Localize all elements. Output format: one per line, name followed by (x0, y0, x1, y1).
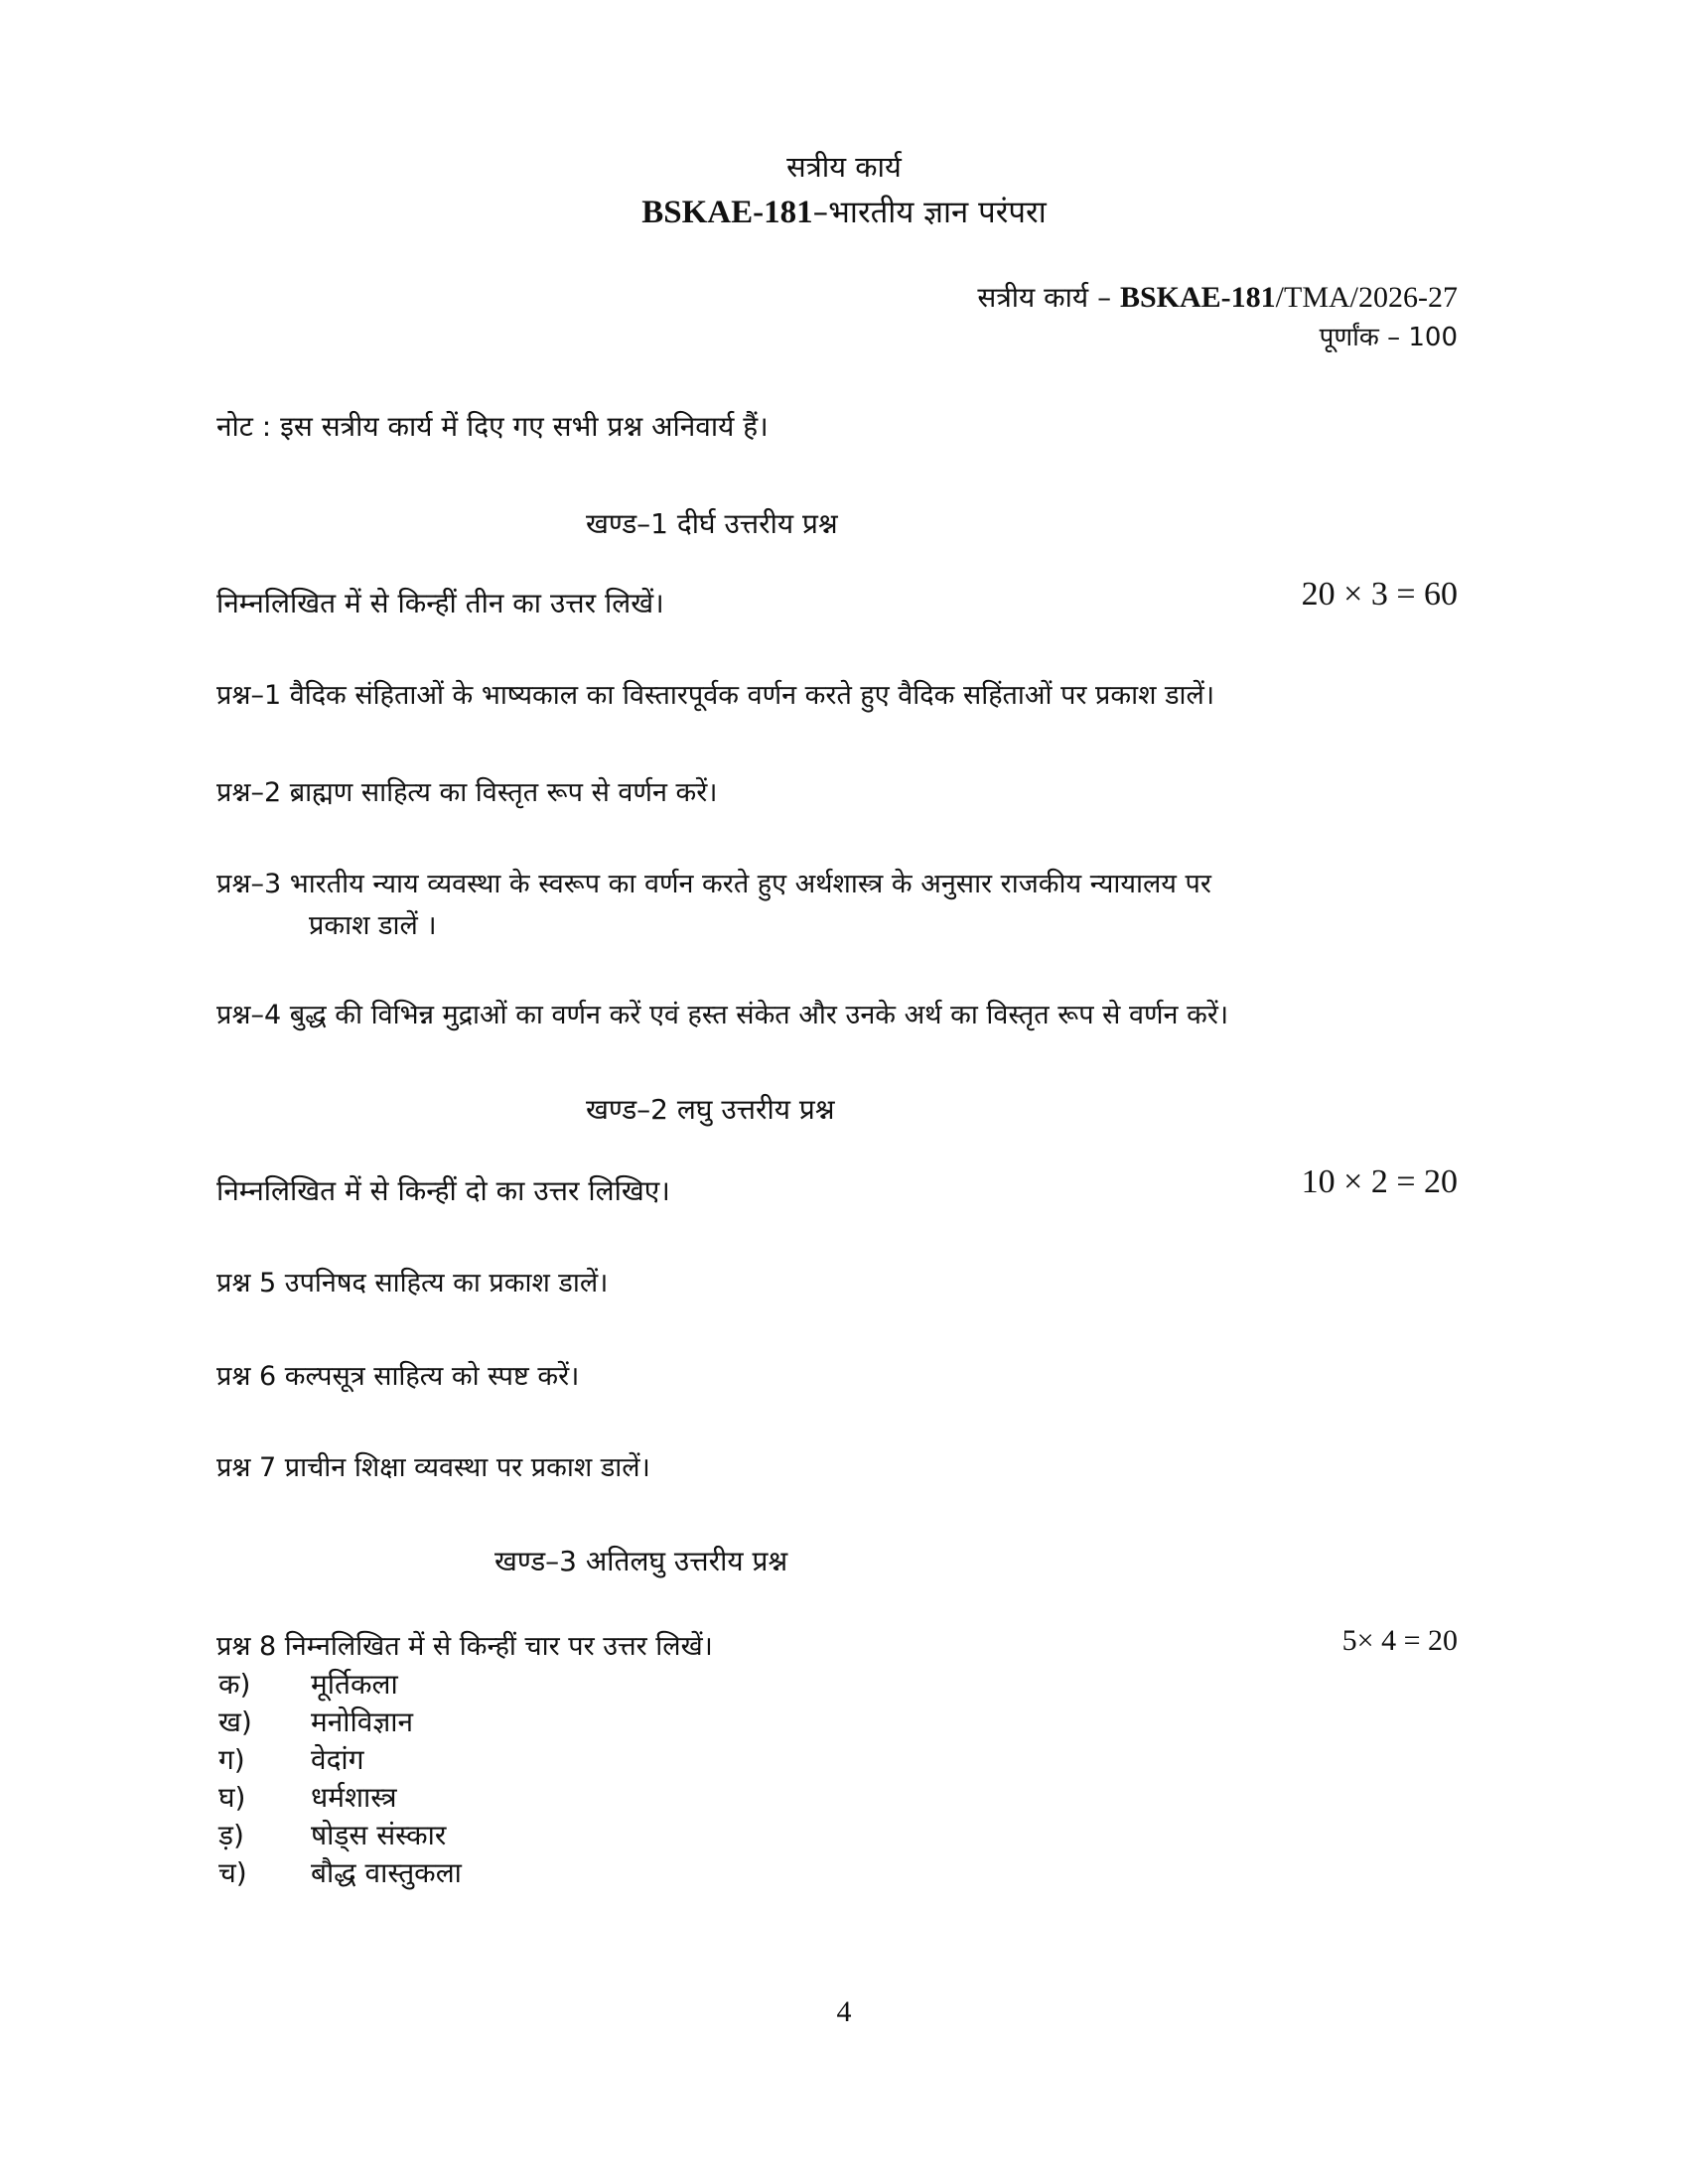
question-7: प्रश्न 7 प्राचीन शिक्षा व्यवस्था पर प्रकाश डालें। (216, 1452, 650, 1483)
ref-prefix: सत्रीय कार्य – (977, 281, 1120, 314)
course-title (0, 191, 1688, 232)
question-6: प्रश्न 6 कल्पसूत्र साहित्य को स्पष्ट करें। (216, 1361, 580, 1392)
question-3-line-1: प्रश्न–3 भारतीय न्याय व्यवस्था के स्वरूप का वर्णन करते हुए अर्थशास्त्र के अनुसार राजकीय न्यायालय पर (216, 869, 1211, 899)
option-text: मनोविज्ञान (311, 1706, 414, 1738)
option-letter: ड़) (218, 1819, 244, 1851)
question-2: प्रश्न–2 ब्राह्मण साहित्य का विस्तृत रूप से वर्णन करें। (216, 777, 718, 808)
option-text: मूर्तिकला (311, 1668, 398, 1701)
section-1-instruction: निम्नलिखित में से किन्हीं तीन का उत्तर लिखें। (216, 587, 664, 619)
question-3 (216, 864, 1470, 947)
option-text: षोड्स संस्कार (311, 1819, 447, 1851)
section-2-instruction: निम्नलिखित में से किन्हीं दो का उत्तर लिखिए। (216, 1174, 670, 1207)
question-1: प्रश्न–1 वैदिक संहिताओं के भाष्यकाल का विस्तारपूर्वक वर्णन करते हुए वैदिक सहिंताओं पर प्रकाश डालें। (216, 680, 1215, 711)
option-letter: घ) (218, 1781, 246, 1814)
option-text: बौद्ध वास्तुकला (311, 1856, 462, 1889)
assignment-reference (977, 278, 1458, 316)
option-letter: क) (218, 1668, 251, 1701)
ref-suffix: /TMA/2026-27 (1275, 281, 1458, 314)
section-2-score: 10 × 2 = 20 (1301, 1163, 1458, 1200)
option-text: धर्मशास्त्र (311, 1781, 397, 1814)
question-4: प्रश्न–4 बुद्ध की विभिन्न मुद्राओं का वर्णन करें एवं हस्त संकेत और उनके अर्थ का विस्तृत रूप से वर्णन करें। (216, 1000, 1229, 1030)
option-letter: ग) (218, 1743, 245, 1776)
question-3-line-2: प्रकाश डालें । (309, 910, 437, 941)
max-marks: पूर्णांक – 100 (1319, 323, 1458, 352)
ref-code: BSKAE-181 (1119, 281, 1276, 314)
section-3-heading: खण्ड–3 अतिलघु उत्तरीय प्रश्न (494, 1545, 788, 1577)
option-letter: च) (218, 1856, 247, 1889)
question-5: प्रश्न 5 उपनिषद साहित्य का प्रकाश डालें। (216, 1268, 609, 1298)
question-8: प्रश्न 8 निम्नलिखित में से किन्हीं चार पर उत्तर लिखें। (216, 1631, 713, 1662)
assignment-title: सत्रीय कार्य (786, 150, 902, 184)
course-name: –भारतीय ज्ञान परंपरा (812, 195, 1047, 230)
section-3-score: 5× 4 = 20 (1341, 1624, 1458, 1657)
option-text: वेदांग (311, 1743, 364, 1776)
course-code: BSKAE-181 (641, 195, 813, 230)
note: नोट : इस सत्रीय कार्य में दिए गए सभी प्रश्न अनिवार्य हैं। (216, 410, 769, 443)
section-2-heading: खण्ड–2 लघु उत्तरीय प्रश्न (586, 1093, 835, 1126)
section-1-heading: खण्ड–1 दीर्घ उत्तरीय प्रश्न (586, 507, 838, 540)
page-number: 4 (836, 1995, 852, 2028)
option-letter: ख) (218, 1706, 252, 1738)
section-1-score: 20 × 3 = 60 (1301, 576, 1458, 613)
